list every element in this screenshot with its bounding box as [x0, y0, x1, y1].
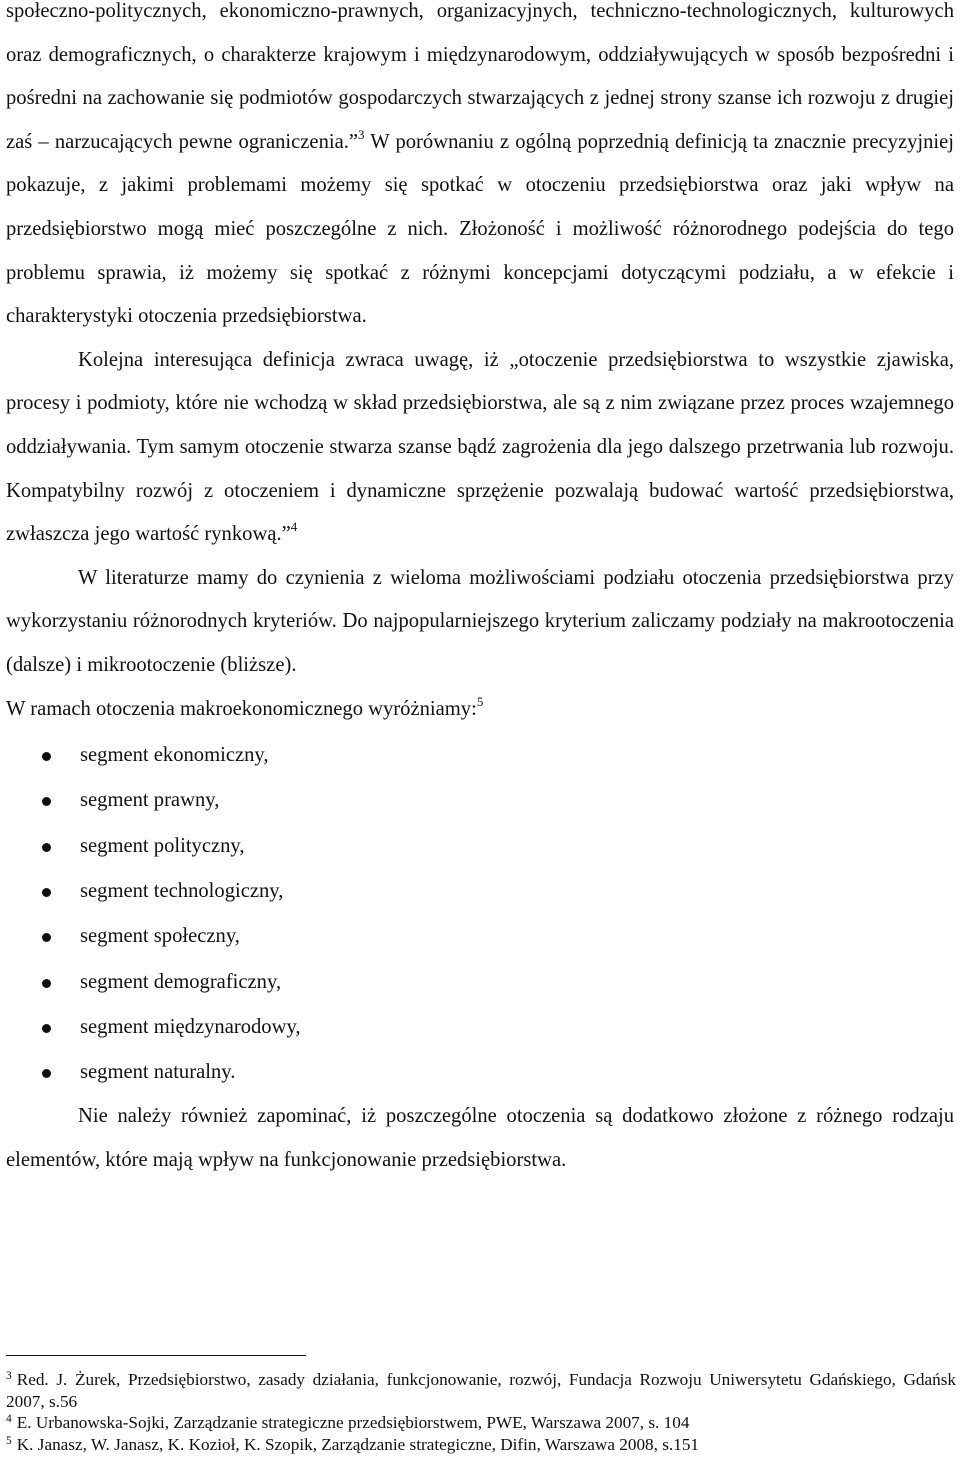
bullet-icon	[42, 933, 51, 942]
footnote-number: 3	[6, 1370, 12, 1382]
document-body	[6, 0, 954, 1183]
paragraph-5	[6, 1095, 954, 1182]
paragraph-3	[6, 557, 954, 688]
paragraph-2	[6, 339, 954, 557]
footnote-text: Red. J. Żurek, Przedsiębiorstwo, zasady działania, funkcjonowanie, rozwój, Fundacja Rozwoju Uniwersytetu Gdańskiego, Gdańsk 2007, s.56	[6, 1370, 956, 1411]
segment-label: segment międzynarodowy,	[80, 1015, 301, 1038]
footnote-ref-4[interactable]: 4	[290, 519, 298, 535]
bullet-icon	[42, 843, 51, 852]
footnote-4	[6, 1412, 956, 1434]
list-item	[6, 824, 954, 869]
paragraph-1-text-b: W porównaniu z ogólną poprzednią definicją ta znacznie precyzyjniej pokazuje, z jakimi problemami możemy się spotkać w otoczeniu przedsiębiorstwa oraz jaki wpływ na przedsiębiorstwo mogą mieć poszczególne z nich. Złożoność i możliwość różnorodnego podejścia do tego problemu sprawia, iż możemy się spotkać z różnymi koncepcjami dotyczącymi podziału, a w efekcie i charakterystyki otoczenia przedsiębiorstwa.	[6, 130, 954, 328]
footnote-text: E. Urbanowska-Sojki, Zarządzanie strategiczne przedsiębiorstwem, PWE, Warszawa 2007, s. 104	[16, 1413, 690, 1432]
footnotes	[6, 1369, 956, 1455]
paragraph-5-text: Nie należy również zapominać, iż poszczególne otoczenia są dodatkowo złożone z różnego rodzaju elementów, które mają wpływ na funkcjonowanie przedsiębiorstwa.	[6, 1105, 954, 1172]
bullet-icon	[42, 888, 51, 897]
segment-label: segment ekonomiczny,	[80, 744, 269, 767]
list-item	[6, 1050, 954, 1095]
footnote-3	[6, 1369, 956, 1412]
list-item	[6, 733, 954, 778]
footnote-divider	[6, 1355, 306, 1356]
footnote-number: 4	[6, 1413, 12, 1425]
bullet-icon	[42, 797, 51, 806]
paragraph-1-text-a: społeczno-politycznych, ekonomiczno-prawnych, organizacyjnych, techniczno-technologicznych, kulturowych oraz demograficznych, o charakterze krajowym i międzynarodowym, oddziaływujących w sposób bezpośredni i pośredni na zachowanie się podmiotów gospodarczych stwarzających z jednej strony szanse ich rozwoju z drugiej zaś – narzucających pewne ograniczenia.”	[6, 0, 954, 153]
list-item	[6, 1005, 954, 1050]
segment-label: segment technologiczny,	[80, 879, 284, 902]
footnote-text: K. Janasz, W. Janasz, K. Kozioł, K. Szopik, Zarządzanie strategiczne, Difin, Warszawa 2008, s.151	[16, 1434, 700, 1454]
segment-label: segment demograficzny,	[80, 970, 282, 993]
bullet-icon	[42, 1069, 51, 1078]
list-item	[6, 960, 954, 1005]
segment-label: segment prawny,	[80, 789, 220, 812]
bullet-icon	[42, 979, 51, 988]
segment-label: segment społeczny,	[80, 925, 240, 948]
segment-label: segment polityczny,	[80, 834, 245, 857]
segment-label: segment naturalny.	[80, 1061, 236, 1084]
bullet-icon	[42, 752, 51, 761]
paragraph-2-text: Kolejna interesująca definicja zwraca uwagę, iż „otoczenie przedsiębiorstwa to wszystkie zjawiska, procesy i podmioty, które nie wchodzą w skład przedsiębiorstwa, ale są z nim związane przez proces wzajemnego oddziaływania. Tym samym otoczenie stwarza szanse bądź zagrożenia dla jego dalszego przetrwania lub rozwoju. Kompatybilny rozwój z otoczeniem i dynamiczne sprzężenie pozwalają budować wartość przedsiębiorstwa, zwłaszcza jego wartość rynkową.”	[6, 348, 954, 546]
footnote-ref-3[interactable]: 3	[358, 126, 365, 142]
footnote-5	[6, 1434, 956, 1456]
bullet-icon	[42, 1024, 51, 1033]
footnote-ref-5[interactable]: 5	[476, 693, 484, 709]
list-item	[6, 869, 954, 914]
segment-list	[6, 733, 954, 1095]
footnote-number: 5	[6, 1434, 12, 1447]
list-item	[6, 914, 954, 959]
paragraph-3-text: W literaturze mamy do czynienia z wieloma możliwościami podziału otoczenia przedsiębiorstwa przy wykorzystaniu różnorodnych kryteriów. Do najpopularniejszego kryterium zaliczamy podziały na makrootoczenia (dalsze) i mikrootoczenie (bliższe).	[6, 566, 954, 676]
list-item	[6, 778, 954, 823]
paragraph-1	[6, 0, 954, 339]
paragraph-4	[6, 688, 954, 732]
paragraph-4-text: W ramach otoczenia makroekonomicznego wyróżniamy:	[6, 697, 477, 720]
